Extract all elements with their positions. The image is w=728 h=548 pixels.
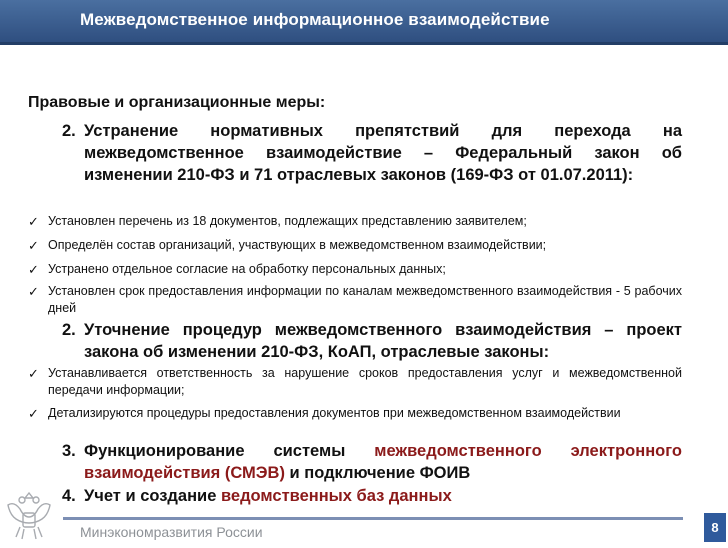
item-number: 2. [62, 122, 76, 140]
item-number: 4. [62, 487, 76, 505]
measure-item-3 [62, 440, 682, 484]
bullet-item [28, 405, 682, 422]
check-icon: ✓ [28, 238, 39, 253]
page-number-badge: 8 [704, 513, 726, 542]
item-number: 3. [62, 442, 76, 460]
item-text: Функционирование системы [84, 442, 375, 460]
emblem-icon [2, 487, 56, 543]
item-highlight: ведомственных баз данных [220, 487, 452, 505]
check-icon: ✓ [28, 214, 39, 229]
bullet-text: Устранено отдельное согласие на обработку персональных данных; [48, 262, 446, 276]
measure-item-2 [62, 120, 682, 186]
bullet-text: Установлен перечень из 18 документов, подлежащих представлению заявителем; [48, 214, 527, 228]
bullet-item [28, 237, 682, 254]
item-highlight: межведомственного электронного взаимодействия (СМЭВ) [84, 442, 682, 482]
item-text: Устранение нормативных препятствий для перехода на межведомственное взаимодействие – Федеральный закон об изменении 210-ФЗ и 71 отраслевых законов (169-ФЗ от 01.07.2011): [84, 122, 682, 184]
bullet-text: Установлен срок предоставления информации по каналам межведомственного взаимодействия - 5 рабочих дней [48, 284, 682, 315]
bullet-item [28, 261, 682, 278]
footer-org-name: Минэкономразвития России [80, 524, 263, 540]
section-title: Правовые и организационные меры: [28, 94, 326, 111]
bullet-text: Детализируются процедуры предоставления документов при межведомственном взаимодействии [48, 406, 621, 420]
measure-item-2b [62, 319, 682, 363]
bullet-item [28, 365, 682, 399]
check-icon: ✓ [28, 406, 39, 421]
slide-header [0, 0, 728, 45]
item-text: Учет и создание [84, 487, 221, 505]
item-text-tail: и подключение ФОИВ [284, 464, 471, 482]
measure-item-4 [62, 485, 682, 507]
bullet-text: Устанавливается ответственность за нарушение сроков предоставления услуг и межведомственной передачи информации; [48, 366, 682, 397]
item-text: Уточнение процедур межведомственного взаимодействия – проект закона об изменении 210-ФЗ, КоАП, отраслевые законы: [84, 321, 682, 361]
check-icon: ✓ [28, 262, 39, 277]
slide-title: Межведомственное информационное взаимодействие [80, 10, 550, 29]
bullet-text: Определён состав организаций, участвующих в межведомственном взаимодействии; [48, 238, 547, 252]
check-icon: ✓ [28, 366, 39, 381]
item-number: 2. [62, 321, 76, 339]
bullet-item [28, 283, 682, 317]
check-icon: ✓ [28, 284, 39, 299]
bullet-item [28, 213, 682, 230]
footer-divider [63, 517, 683, 520]
